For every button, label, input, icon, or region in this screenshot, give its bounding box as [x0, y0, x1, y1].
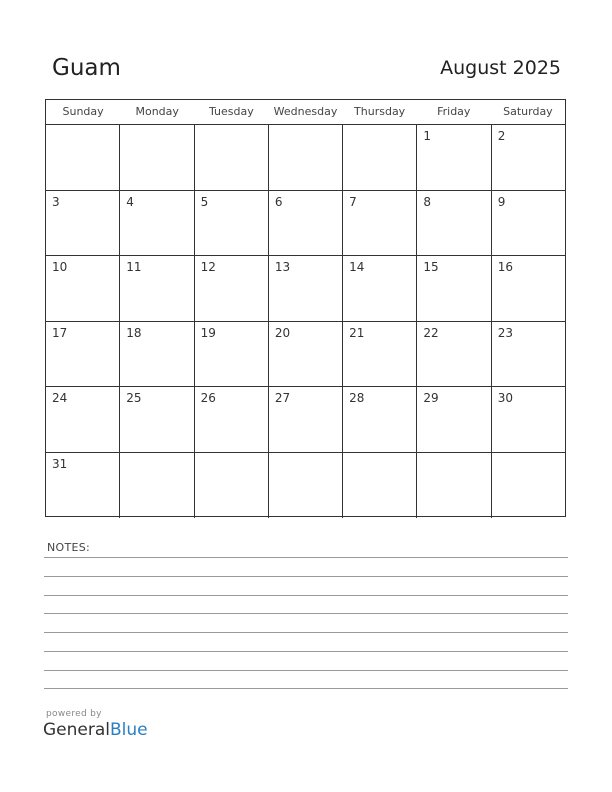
day-number: 13 — [274, 260, 291, 274]
notes-line — [44, 670, 568, 671]
notes-label: NOTES: — [47, 541, 91, 554]
week-row — [46, 322, 565, 388]
day-cell — [492, 125, 565, 190]
day-cell — [46, 387, 120, 452]
brand-general: General — [43, 720, 110, 740]
day-number: 10 — [52, 260, 68, 274]
day-cell — [492, 453, 565, 519]
weekday-label: Friday — [437, 105, 471, 118]
day-number: 17 — [52, 325, 68, 340]
day-number: 18 — [126, 325, 142, 340]
weekday-header — [46, 100, 565, 125]
day-cell — [269, 125, 343, 190]
day-cell — [269, 191, 343, 256]
day-number: 16 — [497, 260, 513, 274]
day-number: 23 — [497, 325, 513, 340]
calendar-month: August 2025 — [440, 57, 561, 79]
day-cell — [343, 453, 417, 519]
day-cell — [46, 125, 120, 190]
powered-by-text: powered by — [46, 709, 102, 719]
day-cell — [492, 256, 565, 321]
day-number: 24 — [52, 391, 68, 405]
week-row — [46, 256, 565, 322]
day-cell — [120, 322, 194, 387]
day-number: 29 — [423, 391, 439, 405]
day-number: 4 — [126, 194, 134, 209]
day-cell — [492, 387, 565, 452]
day-cell — [492, 191, 565, 256]
day-cell — [417, 387, 491, 452]
day-number: 28 — [349, 391, 365, 405]
day-cell — [343, 191, 417, 256]
notes-line — [44, 576, 568, 577]
weekday-label: Monday — [135, 105, 179, 118]
day-cell — [46, 453, 120, 519]
brand-blue: Blue — [110, 720, 148, 740]
weekday-label: Tuesday — [208, 105, 254, 118]
day-number: 21 — [349, 325, 365, 340]
week-row — [46, 387, 565, 453]
day-number: 6 — [274, 194, 283, 209]
calendar-grid — [45, 99, 566, 517]
calendar-title: Guam — [52, 55, 121, 81]
day-cell — [120, 453, 194, 519]
day-cell — [195, 256, 269, 321]
day-cell — [417, 256, 491, 321]
day-cell — [46, 322, 120, 387]
day-cell — [492, 322, 565, 387]
day-number: 30 — [497, 391, 513, 405]
day-number: 22 — [423, 325, 439, 340]
day-number: 1 — [423, 129, 432, 143]
day-number: 25 — [126, 391, 142, 405]
day-cell — [343, 387, 417, 452]
day-number: 19 — [200, 325, 216, 340]
day-cell — [269, 387, 343, 452]
notes-line — [44, 651, 568, 652]
day-cell — [417, 322, 491, 387]
day-cell — [46, 256, 120, 321]
weekday-label: Thursday — [354, 105, 406, 118]
day-number: 7 — [349, 194, 357, 209]
day-cell — [120, 191, 194, 256]
day-number: 31 — [52, 456, 68, 471]
day-number: 9 — [497, 194, 506, 209]
day-cell — [417, 453, 491, 519]
week-row — [46, 453, 565, 519]
day-cell — [417, 191, 491, 256]
day-cell — [120, 256, 194, 321]
notes-line — [44, 688, 568, 689]
weekday-label: Sunday — [62, 105, 104, 118]
week-row — [46, 191, 565, 257]
week-row — [46, 125, 565, 191]
day-cell — [46, 191, 120, 256]
day-cell — [417, 125, 491, 190]
day-number: 15 — [423, 260, 439, 274]
day-cell — [120, 387, 194, 452]
day-number: 2 — [497, 129, 506, 143]
day-number: 27 — [274, 391, 291, 405]
day-cell — [195, 322, 269, 387]
day-cell — [195, 125, 269, 190]
day-cell — [343, 256, 417, 321]
day-cell — [343, 125, 417, 190]
day-number: 5 — [200, 194, 209, 209]
day-cell — [120, 125, 194, 190]
day-cell — [195, 387, 269, 452]
day-cell — [269, 453, 343, 519]
day-number: 8 — [423, 194, 432, 209]
day-number: 3 — [52, 194, 60, 209]
day-cell — [195, 453, 269, 519]
notes-line — [44, 557, 568, 558]
notes-line — [44, 632, 568, 633]
day-number: 20 — [274, 325, 291, 340]
day-cell — [269, 322, 343, 387]
notes-line — [44, 613, 568, 614]
weekday-label: Wednesday — [273, 105, 338, 118]
day-cell — [195, 191, 269, 256]
notes-line — [44, 595, 568, 596]
day-cell — [343, 322, 417, 387]
day-cell — [269, 256, 343, 321]
day-number: 14 — [349, 260, 365, 274]
day-number: 12 — [200, 260, 216, 274]
day-number: 26 — [200, 391, 216, 405]
weekday-label: Saturday — [503, 105, 553, 118]
day-number: 11 — [126, 260, 142, 274]
generalblue-logo[interactable] — [43, 720, 148, 740]
